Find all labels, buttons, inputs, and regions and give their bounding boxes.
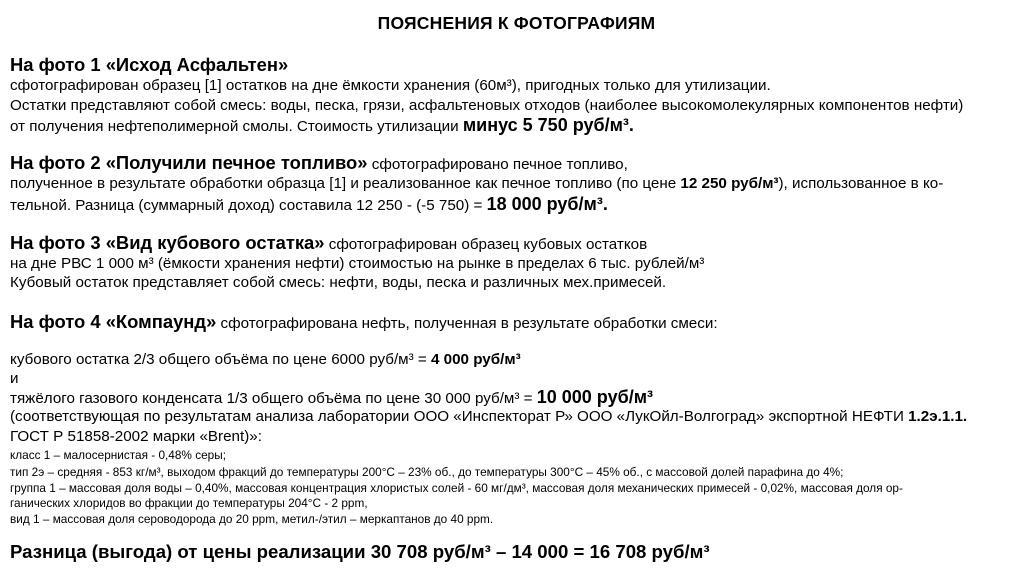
photo1-line1: сфотографирован образец [1] остатков на дне ёмкости хранения (60м³), пригодных только для утилизации. [10,77,771,94]
photo4-spec2: тип 2э – средняя - 853 кг/м³, выходом фракций до температуры 200°С – 23% об., до температуры 300°С – 45% об., с массовой долей парафина до 4%; [10,465,844,479]
photo4-line-c-bold: 1.2э.1.1. [908,408,968,425]
photo3-heading-line [10,233,647,255]
photo4-line-a [10,350,521,370]
photo4-line-a-text: кубового остатка 2/3 общего объёма по цене 6000 руб/м³ = [10,351,431,368]
photo2-line3 [10,194,608,216]
photo2-line2-b: ), использованное в ко- [778,175,944,192]
photo1-cost-value: минус 5 750 руб/м³. [462,115,634,135]
photo3-line3: Кубовый остаток представляет собой смесь: нефти, воды, песка и различных мех.примесей. [10,274,667,291]
photo4-heading-tail: сфотографирована нефть, полученная в результате обработки смеси: [216,315,718,332]
photo3-line2: на дне РВС 1 000 м³ (ёмкости хранения нефти) стоимостью на рынке в пределах 6 тыс. рублей/м³ [10,255,705,272]
photo1-line3-text: от получения нефтеполимерной смолы. Стоимость утилизации [10,118,463,135]
photo4-spec1: класс 1 – малосернистая - 0,48% серы; [10,448,226,462]
photo4-spec4: ганических хлоридов во фракции до температуры 204°С - 2 ppm, [10,496,368,510]
photo3-heading: На фото 3 «Вид кубового остатка» [10,232,325,253]
photo1-line3 [10,115,634,137]
final-summary: Разница (выгода) от цены реализации 30 708 руб/м³ – 14 000 = 16 708 руб/м³ [10,541,710,562]
photo2-heading: На фото 2 «Получили печное топливо» [10,152,368,173]
photo2-price: 12 250 руб/м³ [680,175,779,192]
photo1-line2: Остатки представляют собой смесь: воды, песка, грязи, асфальтеновых отходов (наиболее высокомолекулярных компонентов нефти) [10,97,964,114]
photo4-line-b-value: 10 000 руб/м³ [536,387,654,407]
photo2-heading-line [10,153,628,175]
photo4-line-b-text: тяжёлого газового конденсата 1/3 общего объёма по цене 30 000 руб/м³ = [10,390,537,407]
page-title: ПОЯСНЕНИЯ К ФОТОГРАФИЯМ [377,13,656,33]
photo4-spec3: группа 1 – массовая доля воды – 0,40%, массовая концентрация хлористых солей - 60 мг/дм³, массовая доля механических примесей - 0,02%, массовая доля ор- [10,481,903,495]
photo2-line3-text: тельной. Разница (суммарный доход) составила 12 250 - (-5 750) = [10,197,487,214]
photo2-heading-tail: сфотографировано печное топливо, [367,156,628,173]
photo2-line2 [10,174,943,194]
photo4-heading-line [10,312,718,334]
photo4-heading: На фото 4 «Компаунд» [10,311,217,332]
photo2-line2-a: полученное в результате обработки образца [1] и реализованное как печное топливо (по цене [10,175,681,192]
photo4-spec5: вид 1 – массовая доля сероводорода до 20 ppm, метил-/этил – меркаптанов до 40 ppm. [10,512,494,526]
photo4-line-d: ГОСТ Р 51858-2002 марки «Brent)»: [10,428,262,445]
photo4-line-c [10,407,967,427]
photo3-heading-tail: сфотографирован образец кубовых остатков [324,236,648,253]
photo2-income-value: 18 000 руб/м³. [486,194,608,214]
photo4-line-c-text: (соответствующая по результатам анализа лаборатории ООО «Инспекторат Р» ООО «ЛукОйл-Волгоград» экспортной НЕФТИ [10,408,909,425]
photo1-heading-line [10,55,288,77]
photo4-line-and: и [10,370,19,387]
photo4-line-b [10,387,653,409]
photo1-heading: На фото 1 «Исход Асфальтен» [10,54,289,75]
photo4-line-a-value: 4 000 руб/м³ [430,351,521,368]
